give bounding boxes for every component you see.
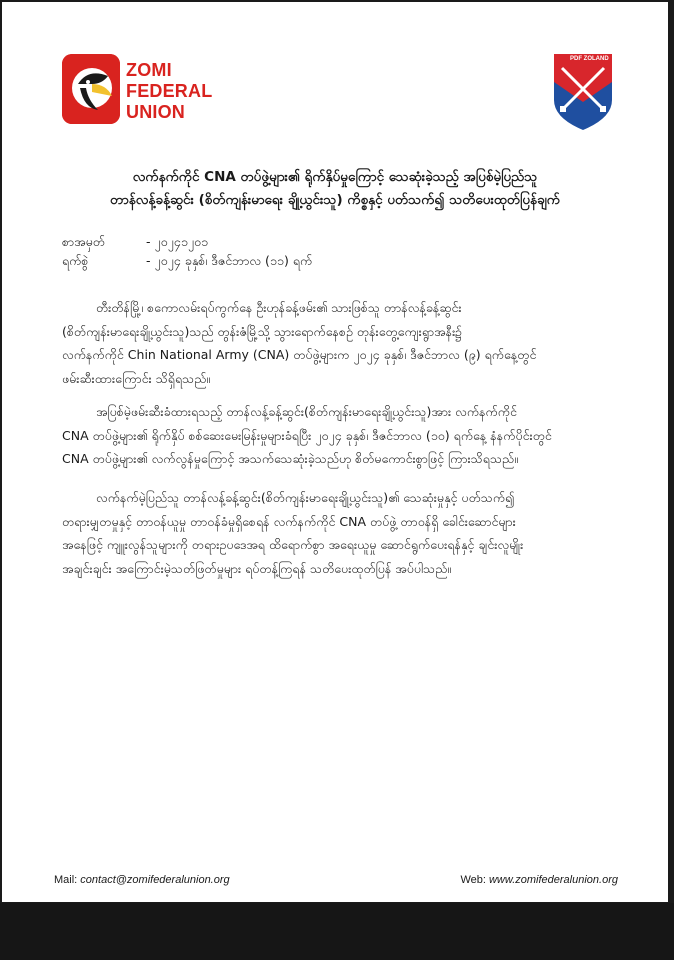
paragraph-line: CNA တပ်ဖွဲ့များ၏ ရိုက်နှိပ် စစ်ဆေးမေးမြန်းမှုများခံရပြီး ၂၀၂၄ ခုနှစ်၊ ဒီဇင်ဘာလ (၁၀) ရက်နေ့ နံနက်ပိုင်းတွင် — [62, 427, 552, 443]
paragraph-line: လက်နက်မဲ့ပြည်သူ တာန်လန့်ခန့်ဆွင်း(စိတ်ကျန်းမာရေးချို့ယွင်းသူ)၏ သေဆုံးမှုနှင့် ပတ်သက်၍ — [96, 490, 515, 505]
statement-title — [42, 166, 628, 212]
mail-label: Mail: — [54, 874, 81, 886]
paragraph-line: (စိတ်ကျန်းမာရေးချို့ယွင်းသူ)သည် တွန်းဇံမြို့သို့ သွားရောက်နေစဉ် တုန်းတွေ့ကျေးရွာအနီး၌ — [62, 323, 463, 339]
paragraph-line: CNA တပ်ဖွဲ့များ၏ လက်လွန်မှုကြောင့် အသက်သေဆုံးခဲ့သည်ဟု စိတ်မကောင်းစွာဖြင့် ကြားသိရသည်။ — [62, 451, 518, 466]
logo-word-3: UNION — [126, 102, 185, 122]
title-line-2: တာန်လန့်ခန့်ဆွင်း (စိတ်ကျန်းမာရေး ချို့ယွင်းသူ) ကိစ္စနှင့် ပတ်သက်၍ သတိပေးထုတ်ပြန်ချက် — [110, 192, 560, 208]
paragraph-line: ဖမ်းဆီးထားကြောင်း သိရှိရသည်။ — [62, 370, 211, 386]
paragraph-line: တရားမျှတမှုနှင့် တာဝန်ယူမှု တာဝန်ခံမှုရှိစေရန် လက်နက်ကိုင် CNA တပ်ဖွဲ့ တာဝန်ရှိ ခေါင်းဆောင်များ — [62, 513, 516, 529]
reference-date-value: - ၂၀၂၄ ခုနှစ်၊ ဒီဇင်ဘာလ (၁၁) ရက် — [146, 253, 313, 268]
logo-word-1: ZOMI — [126, 60, 172, 80]
title-line-1: လက်နက်ကိုင် CNA တပ်ဖွဲ့များ၏ ရိုက်နှိပ်မှုကြောင့် သေဆုံးခဲ့သည့် အပြစ်မဲ့ပြည်သူ — [132, 169, 538, 185]
web-label: Web: — [460, 874, 489, 886]
logo-word-2: FEDERAL — [126, 81, 213, 101]
paragraph-line: တီးတိန်မြို့၊ စကောလမ်းရပ်ကွက်နေ ဦးဟုန်ခန့်ဖမ်း၏ သားဖြစ်သူ တာန်လန့်ခန့်ဆွင်း — [96, 300, 462, 315]
reference-number-value: - ၂၀၂၄၁၂၀၁ — [146, 234, 209, 249]
paragraph-line: အနေဖြင့် ကျူးလွန်သူများကို တရားဥပဒေအရ ထိရောက်စွာ အရေးယူမှု ဆောင်ရွက်ပေးရန်နှင့် ချင်းလူမျိုး — [62, 537, 524, 552]
reference-date-label: ရက်စွဲ — [62, 253, 89, 268]
hornbill-emblem-icon — [62, 54, 120, 124]
paragraph-line: လက်နက်ကိုင် Chin National Army (CNA) တပ်ဖွဲ့များက ၂၀၂၄ ခုနှစ်၊ ဒီဇင်ဘာလ (၉) ရက်နေ့တွင် — [62, 347, 537, 362]
pdf-zoland-shield-logo — [548, 52, 618, 132]
footer-mail — [54, 874, 230, 886]
paragraph-1 — [62, 296, 610, 390]
logo-wordmark — [126, 60, 212, 123]
footer-web — [460, 874, 618, 886]
paragraph-line: အချင်းချင်း အကြောင်းမဲ့သတ်ဖြတ်မှုများ ရပ်တန့်ကြရန် သတိပေးထုတ်ပြန် အပ်ပါသည်။ — [62, 560, 452, 576]
paragraph-line: အပြစ်မဲ့ဖမ်းဆီးခံထားရသည့် တာန်လန့်ခန့်ဆွင်း(စိတ်ကျန်းမာရေးချို့ယွင်းသူ)အား လက်နက်ကိုင် — [96, 404, 517, 419]
reference-block — [62, 232, 312, 270]
mail-address-link[interactable]: contact@zomifederalunion.org — [80, 874, 230, 886]
shield-label: PDF ZOLAND — [570, 56, 609, 62]
reference-number-row — [62, 232, 312, 251]
photo-bottom-edge — [0, 903, 674, 960]
reference-number-label: စာအမှတ် — [62, 234, 105, 249]
reference-date-row — [62, 251, 312, 270]
zomi-federal-union-logo — [60, 52, 240, 132]
paragraph-3 — [62, 486, 610, 580]
website-link[interactable]: www.zomifederalunion.org — [488, 874, 618, 886]
paragraph-2 — [62, 400, 610, 471]
document-page — [2, 2, 668, 902]
shield-icon — [548, 52, 618, 132]
